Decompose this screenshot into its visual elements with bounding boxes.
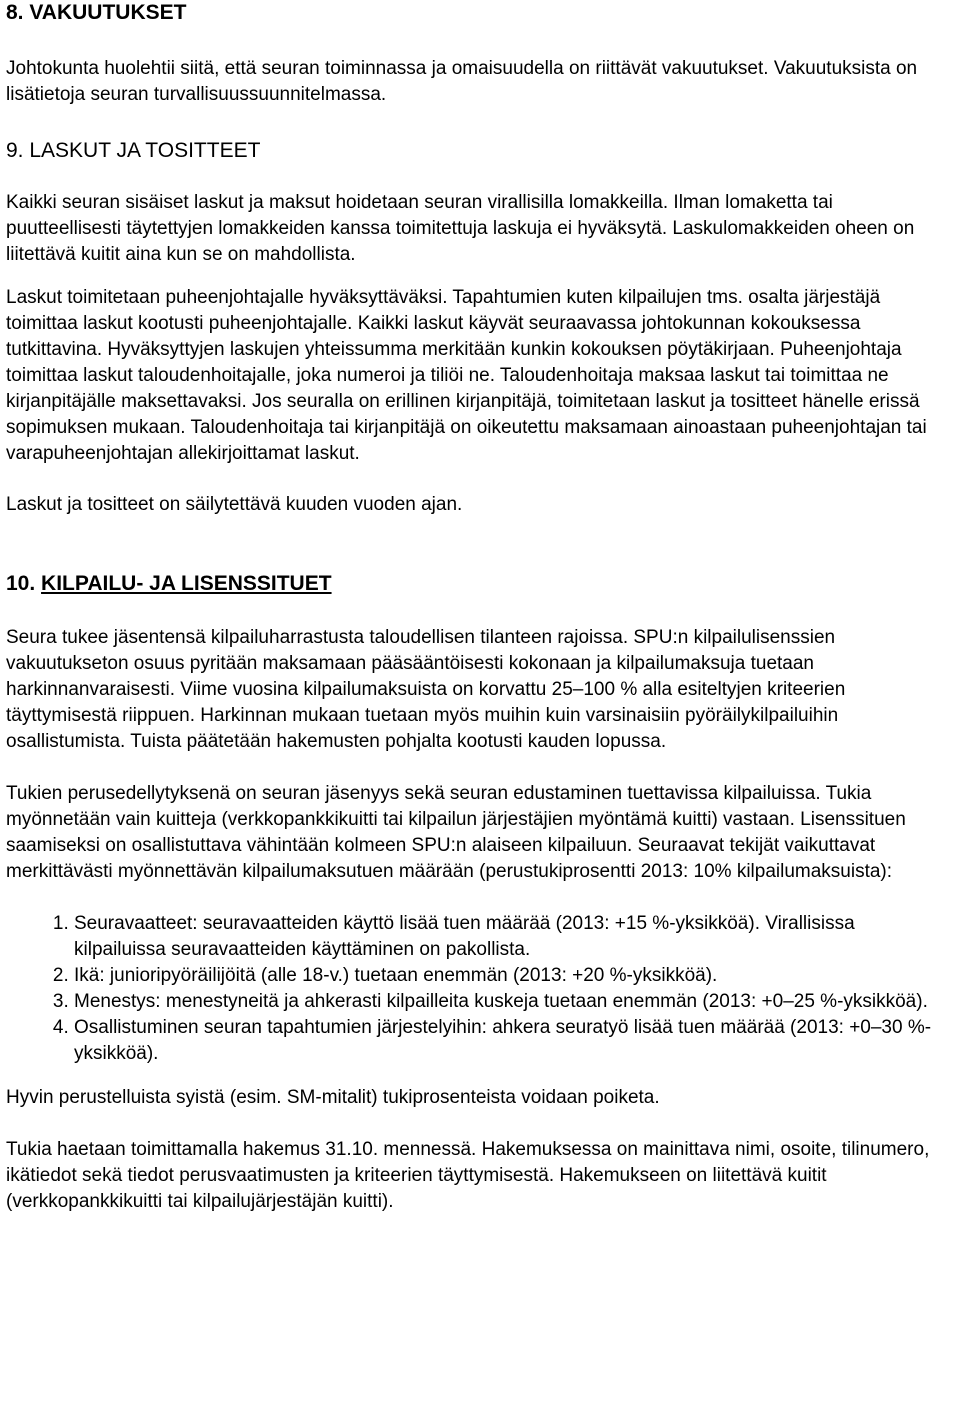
section-10-paragraph-2: Tukien perusedellytyksenä on seuran jäsenyys sekä seuran edustaminen tuettavissa kilpailuissa. Tukia myönnetään vain kuitteja (verkkopankkikuitti tai kilpailun järjestäjien myöntämä kuitti) vastaan. Lisenssituen saamiseksi on osallistuttava vähintään kolmeen SPU:n alaiseen kilpailuun. Seuraavat tekijät vaikuttavat merkittävästi myönnettävän kilpailumaksutuen määrään (perustukiprosentti 2013: 10% kilpailumaksuista): bbox=[6, 783, 906, 882]
criteria-list bbox=[6, 911, 948, 1067]
list-item: 4. Osallistuminen seuran tapahtumien järjestelyihin: ahkera seuratyö lisää tuen määrää (2013: +0–30 %-yksikköä). bbox=[74, 1015, 948, 1067]
section-9-heading: 9. LASKUT JA TOSITTEET bbox=[6, 139, 261, 162]
section-10-paragraph-3: Hyvin perustelluista syistä (esim. SM-mitalit) tukiprosenteista voidaan poiketa. bbox=[6, 1087, 660, 1108]
list-item: 2. Ikä: junioripyöräilijöitä (alle 18-v.) tuetaan enemmän (2013: +20 %-yksikköä). bbox=[74, 963, 948, 989]
list-item: 1. Seuravaatteet: seuravaatteiden käyttö lisää tuen määrää (2013: +15 %-yksikköä). Virallisissa kilpailuissa seuravaatteiden käyttäminen on pakollista. bbox=[74, 911, 948, 963]
section-9-paragraph-2: Laskut toimitetaan puheenjohtajalle hyväksyttäväksi. Tapahtumien kuten kilpailujen tms. osalta järjestäjä toimittaa laskut kootusti puheenjohtajalle. Kaikki laskut käyvät seuraavassa johtokunnan kokouksessa tutkittavina. Hyväksyttyjen laskujen yhteissumma merkitään kunkin kokouksen pöytäkirjaan. Puheenjohtaja toimittaa laskut taloudenhoitajalle, joka numeroi ja tiliöi ne. Taloudenhoitaja maksaa laskut tai toimittaa ne kirjanpitäjälle maksettavaksi. Jos seuralla on erillinen kirjanpitäjä, toimitetaan laskut ja tositteet hänelle erissä sopimuksen mukaan. Taloudenhoitaja tai kirjanpitäjä on oikeutettu maksamaan ainoastaan puheenjohtajan tai varapuheenjohtajan allekirjoittamat laskut. bbox=[6, 287, 927, 464]
section-9-paragraph-3: Laskut ja tositteet on säilytettävä kuuden vuoden ajan. bbox=[6, 494, 463, 515]
section-10-heading bbox=[6, 571, 948, 597]
section-8-heading: 8. VAKUUTUKSET bbox=[6, 1, 187, 24]
section-10-paragraph-4: Tukia haetaan toimittamalla hakemus 31.10. mennessä. Hakemuksessa on mainittava nimi, osoite, tilinumero, ikätiedot sekä tiedot perusvaatimusten ja kriteerien täyttymisestä. Hakemukseen on liitettävä kuitit (verkkopankkikuitti tai kilpailujärjestäjän kuitti). bbox=[6, 1139, 930, 1212]
section-10-paragraph-1: Seura tukee jäsentensä kilpailuharrastusta taloudellisen tilanteen rajoissa. SPU:n kilpailulisenssien vakuutukseton osuus pyritään maksamaan pääsääntöisesti kokonaan ja kilpailumaksuja tuetaan harkinnanvaraisesti. Viime vuosina kilpailumaksuista on korvattu 25–100 % alla esiteltyjen kriteerien täyttymisestä riippuen. Harkinnan mukaan tuetaan myös muihin kuin varsinaisiin pyöräilykilpailuihin osallistumista. Tuista päätetään hakemusten pohjalta kootusti kauden lopussa. bbox=[6, 627, 846, 752]
list-item: 3. Menestys: menestyneitä ja ahkerasti kilpailleita kuskeja tuetaan enemmän (2013: +0–25 %-yksikköä). bbox=[74, 989, 948, 1015]
section-8-paragraph-1: Johtokunta huolehtii siitä, että seuran toiminnassa ja omaisuudella on riittävät vakuutukset. Vakuutuksista on lisätietoja seuran turvallisuussuunnitelmassa. bbox=[6, 58, 918, 105]
section-10-number: 10. bbox=[6, 572, 36, 595]
section-9-paragraph-1: Kaikki seuran sisäiset laskut ja maksut hoidetaan seuran virallisilla lomakkeilla. Ilman lomaketta tai puutteellisesti täytettyjen lomakkeiden kanssa toimitettuja laskuja ei hyväksytä. Laskulomakkeiden oheen on liitettävä kuitit aina kun se on mahdollista. bbox=[6, 192, 915, 265]
section-10-title: KILPAILU- JA LISENSSITUET bbox=[41, 572, 332, 595]
